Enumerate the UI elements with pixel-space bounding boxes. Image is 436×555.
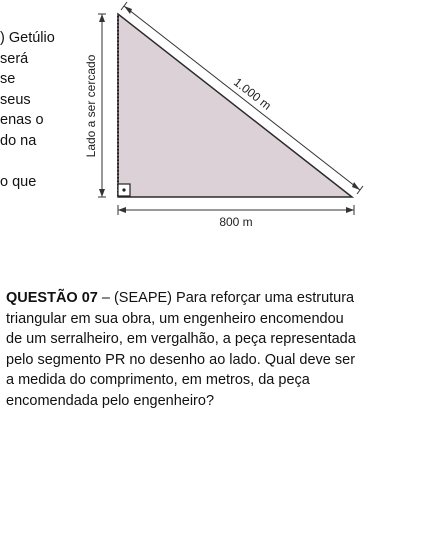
fragment-line: ) Getúlio (0, 30, 55, 46)
base-arrow-right (346, 207, 354, 213)
base-label: 800 m (219, 215, 253, 229)
triangle-shape (118, 14, 352, 197)
fragment-line (0, 152, 80, 173)
previous-question-fragment (0, 28, 80, 193)
fragment-line: enas o (0, 112, 44, 129)
base-arrow-left (118, 207, 126, 213)
fragment-line: se (0, 71, 16, 88)
question-line: encomendada pelo engenheiro? (6, 392, 215, 409)
side-arrow-top (99, 14, 105, 22)
question-line: a medida do comprimento, em metros, da peça (6, 372, 310, 389)
right-angle-dot (122, 188, 125, 191)
side-arrow-bottom (99, 189, 105, 197)
question-line: de um serralheiro, em vergalhão, a peça representada (6, 331, 356, 348)
question-line: pelo segmento PR no desenho ao lado. Qual deve ser (6, 351, 356, 368)
hypotenuse-arrow-start (124, 6, 132, 14)
side-label: Lado a ser cercado (84, 54, 98, 158)
question-heading-line (6, 288, 418, 309)
hypotenuse-arrow-end (352, 182, 360, 190)
hypotenuse-label: 1.000 m (231, 74, 274, 113)
question-block (6, 288, 418, 412)
question-source: – (SEAPE) Para reforçar uma estrutura (97, 290, 355, 306)
fragment-line: será (0, 50, 29, 67)
fragment-line: o que (0, 174, 37, 191)
triangle-figure (82, 0, 372, 235)
fragment-line: seus (0, 91, 31, 108)
fragment-line: do na (0, 132, 37, 149)
question-label: QUESTÃO 07 (6, 290, 98, 306)
question-line: triangular em sua obra, um engenheiro encomendou (6, 310, 344, 327)
